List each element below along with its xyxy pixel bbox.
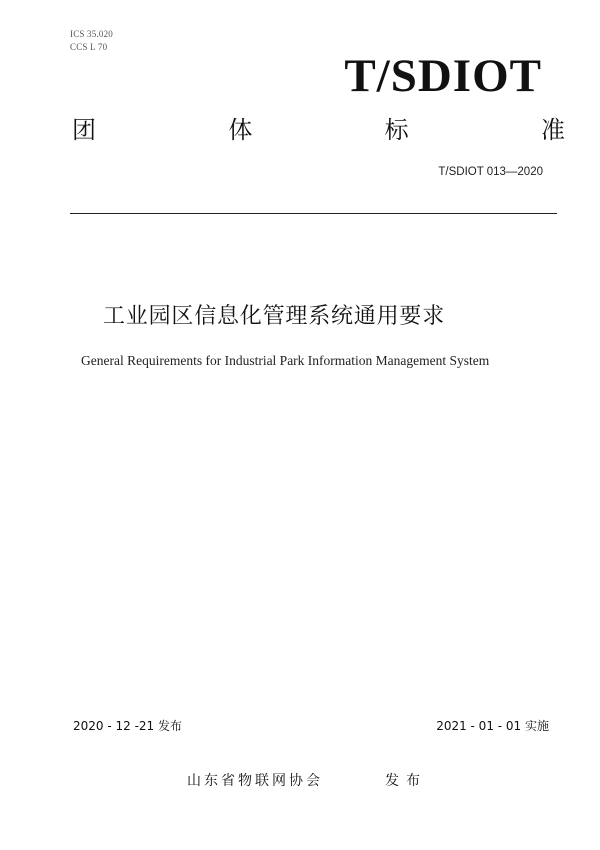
publisher-name: 山东省物联网协会: [187, 773, 323, 789]
standard-type-char: 团: [72, 116, 96, 144]
publish-label: 发布: [385, 773, 427, 789]
standard-type-heading: [72, 115, 565, 145]
implementation-date: 2021 - 01 - 01 实施: [436, 719, 549, 733]
document-title-chinese: 工业园区信息化管理系统通用要求: [103, 304, 446, 329]
standard-code-heading: T/SDIOT: [344, 50, 542, 102]
standard-type-char: 标: [384, 116, 409, 144]
standard-type-char: 体: [228, 116, 253, 144]
standard-type-char: 准: [540, 116, 565, 144]
ics-code: ICS 35.020: [70, 29, 114, 39]
ccs-code: CCS L 70: [70, 42, 108, 52]
document-title-english: General Requirements for Industrial Park Information Management System: [81, 353, 490, 368]
header-divider: [70, 213, 557, 214]
issue-date: 2020 - 12 -21 发布: [73, 719, 182, 733]
standard-number: T/SDIOT 013—2020: [438, 166, 543, 178]
